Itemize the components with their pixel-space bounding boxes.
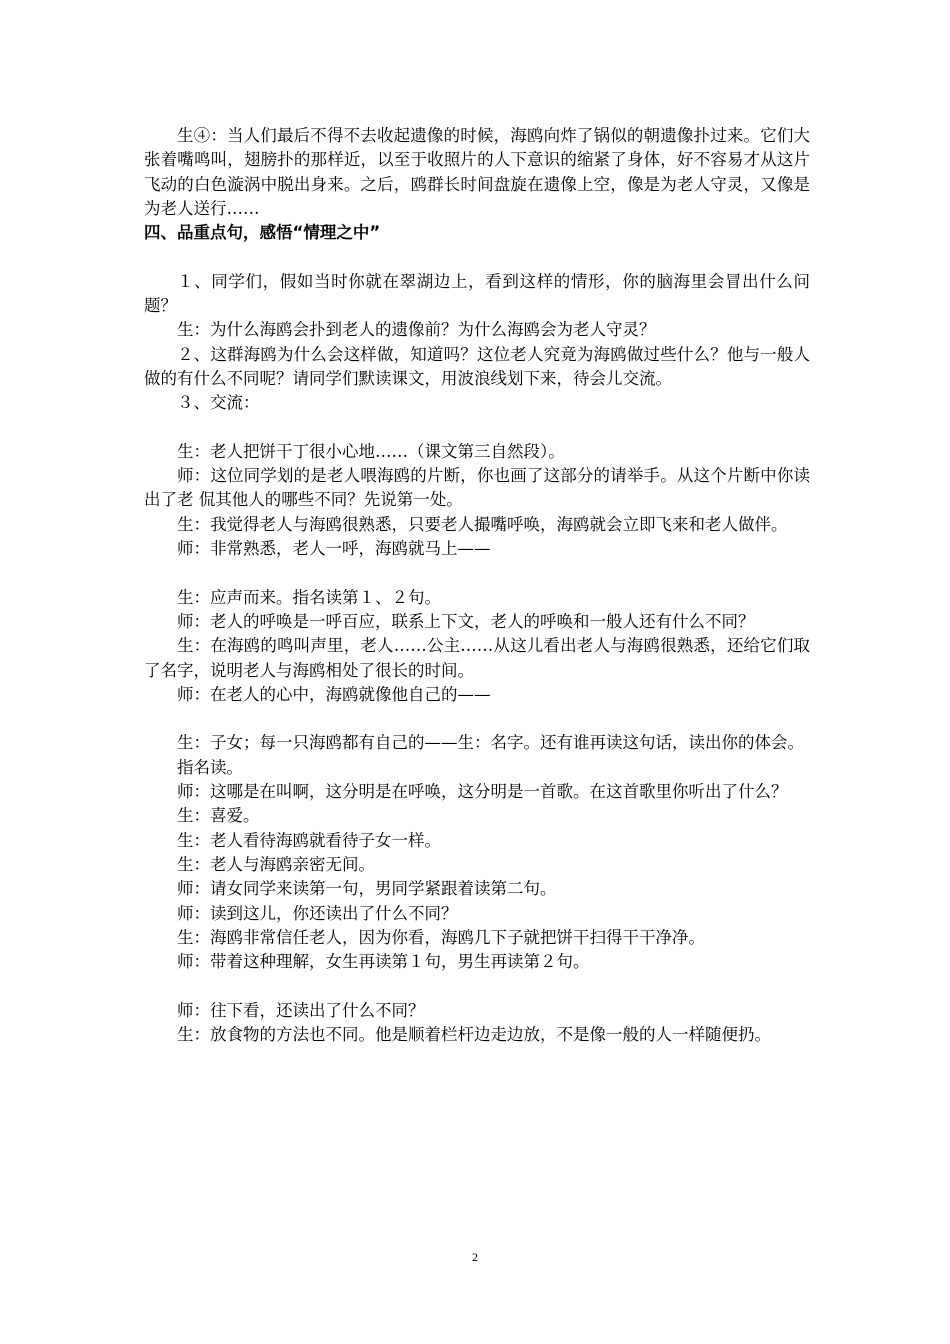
- dialogue-line: 师：老人的呼唤是一呼百应，联系上下文，老人的呼唤和一般人还有什么不同？: [177, 611, 755, 631]
- section-heading: 四、品重点句，感悟“情理之中”: [144, 223, 381, 243]
- dialogue-line: 师：这哪是在叫啊，这分明是在呼唤，这分明是一首歌。在这首歌里你听出了什么？: [177, 782, 788, 802]
- dialogue-line: 指名读。: [177, 757, 243, 777]
- dialogue-line: 师：请女同学来读第一句，男同学紧跟着读第二句。: [177, 879, 557, 899]
- dialogue-line: 生：我觉得老人与海鸥很熟悉，只要老人撮嘴呼唤，海鸥就会立即飞来和老人做伴。: [177, 514, 788, 534]
- dialogue-line: 生：放食物的方法也不同。他是顺着栏杆边走边放，不是像一般的人一样随便扔。: [177, 1024, 771, 1044]
- dialogue-line: 生：子女；每一只海鸥都有自己的——生：名字。还有谁再读这句话，读出你的体会。: [177, 733, 804, 753]
- answer-1: 生：为什么海鸥会扑到老人的遗像前？为什么海鸥会为老人守灵？: [177, 320, 656, 340]
- dialogue-line: 师：往下看，还读出了什么不同？: [177, 1000, 425, 1020]
- dialogue-line: 师：非常熟悉，老人一呼，海鸥就马上——: [177, 539, 491, 559]
- dialogue-line: 师：这位同学划的是老人喂海鸥的片断，你也画了这部分的请举手。从这个片断中你读出了老 侃其他人的哪些不同？先说第一处。: [144, 466, 810, 510]
- dialogue-line: 师：带着这种理解，女生再读第１句，男生再读第２句。: [177, 952, 590, 972]
- blank-line: [144, 416, 810, 440]
- question-1: １、同学们，假如当时你就在翠湖边上，看到这样的情形，你的脑海里会冒出什么问题？: [144, 271, 810, 316]
- dialogue-line: 生：应声而来。指名读第１、２句。: [177, 587, 441, 607]
- blank-line: [144, 561, 810, 585]
- dialogue-line: 师：读到这儿，你还读出了什么不同？: [177, 903, 458, 923]
- dialogue-line: 生：喜爱。: [177, 806, 260, 826]
- blank-line: [144, 974, 810, 998]
- paragraph-student-4: 生④：当人们最后不得不去收起遗像的时候，海鸥向炸了锅似的朝遗像扑过来。它们大张着嘴鸣叫，翅膀扑的那样近，以至于收照片的人下意识的缩紧了身体，好不容易才从这片飞动的白色漩涡中脱出身来。之后，鸥群长时间盘旋在遗像上空，像是为老人守灵，又像是为老人送行……: [144, 126, 810, 218]
- dialogue-line: 师：在老人的心中，海鸥就像他自己的——: [177, 684, 491, 704]
- blank-line: [144, 245, 810, 269]
- question-2: ２、这群海鸥为什么会这样做，知道吗？这位老人究竟为海鸥做过些什么？他与一般人做的有什么不同呢？请同学们默读课文，用波浪线划下来，待会儿交流。: [144, 344, 810, 388]
- dialogue-line: 生：老人把饼干丁很小心地……（课文第三自然段）。: [177, 441, 565, 461]
- dialogue-line: 生：老人看待海鸥就看待子女一样。: [177, 830, 441, 850]
- page-number: 2: [472, 1250, 478, 1264]
- dialogue-line: 生：在海鸥的鸣叫声里，老人……公主……从这儿看出老人与海鸥很熟悉，还给它们取了名字，说明老人与海鸥相处了很长的时间。: [144, 636, 810, 680]
- dialogue-line: 生：海鸥非常信任老人，因为你看，海鸥几下子就把饼干扫得干干净净。: [177, 927, 705, 947]
- dialogue-line: 生：老人与海鸥亲密无间。: [177, 854, 375, 874]
- blank-line: [144, 707, 810, 731]
- question-3: ３、交流：: [177, 393, 260, 413]
- document-body: [144, 124, 810, 1047]
